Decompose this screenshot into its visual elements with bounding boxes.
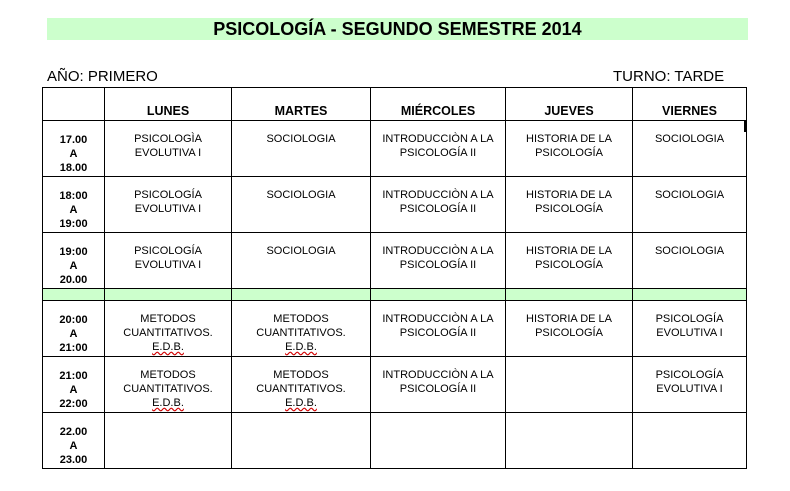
day-header bbox=[371, 88, 506, 121]
border-mark bbox=[744, 120, 746, 132]
text-line: HISTORIA DE LA bbox=[526, 313, 612, 325]
text-line: 21:00 bbox=[59, 342, 88, 354]
day-header bbox=[105, 88, 232, 121]
text-line: 19:00 bbox=[59, 218, 88, 230]
text-line: CUANTITATIVOS. bbox=[256, 327, 346, 339]
time-cell bbox=[43, 121, 105, 177]
day-label: MARTES bbox=[274, 104, 328, 118]
class-cell bbox=[232, 233, 371, 289]
class-cell bbox=[105, 233, 232, 289]
text-line: PSICOLOGÍA bbox=[535, 259, 603, 271]
text-line: PSICOLOGÍA II bbox=[399, 259, 477, 271]
time-slot-row bbox=[43, 301, 747, 357]
text-line: INTRODUCCIÒN A LA bbox=[382, 245, 494, 257]
page-title: PSICOLOGÍA - SEGUNDO SEMESTRE 2014 bbox=[47, 18, 748, 40]
text-line: PSICOLOGÍA bbox=[535, 203, 603, 215]
text-line: PSICOLOGÍA bbox=[655, 313, 724, 325]
break-cell bbox=[105, 289, 232, 301]
class-cell bbox=[633, 121, 747, 177]
time-cell bbox=[43, 413, 105, 469]
text-line: CUANTITATIVOS. bbox=[123, 327, 213, 339]
text-line: EVOLUTIVA I bbox=[656, 327, 723, 339]
class-cell bbox=[105, 413, 232, 469]
text-line: SOCIOLOGIA bbox=[654, 133, 725, 145]
text-line: INTRODUCCIÒN A LA bbox=[382, 189, 494, 201]
course-code: E.D.B. bbox=[285, 341, 317, 353]
class-cell bbox=[506, 413, 633, 469]
course-code: E.D.B. bbox=[152, 341, 184, 353]
class-cell bbox=[105, 177, 232, 233]
time-slot-row bbox=[43, 357, 747, 413]
text-line: METODOS bbox=[140, 313, 196, 325]
day-label: JUEVES bbox=[544, 104, 594, 118]
class-cell bbox=[232, 177, 371, 233]
text-line: INTRODUCCIÒN A LA bbox=[382, 133, 494, 145]
class-cell bbox=[633, 233, 747, 289]
text-line: 22.00 bbox=[59, 426, 88, 438]
class-cell bbox=[633, 413, 747, 469]
text-line: 17.00 bbox=[59, 134, 88, 146]
time-slot-row bbox=[43, 177, 747, 233]
day-label: LUNES bbox=[146, 104, 190, 118]
text-line: 23.00 bbox=[59, 454, 88, 466]
text-line: EVOLUTIVA I bbox=[134, 203, 202, 215]
course-code: E.D.B. bbox=[152, 397, 184, 409]
break-cell bbox=[43, 289, 105, 301]
text-line: PSICOLOGÍA bbox=[535, 327, 603, 339]
text-line: 18.00 bbox=[59, 162, 88, 174]
break-row bbox=[43, 289, 747, 301]
class-cell bbox=[232, 357, 371, 413]
time-cell bbox=[43, 301, 105, 357]
class-cell bbox=[506, 301, 633, 357]
text-line: EVOLUTIVA I bbox=[134, 259, 202, 271]
class-cell bbox=[232, 301, 371, 357]
text-line: SOCIOLOGIA bbox=[266, 133, 336, 145]
class-cell bbox=[371, 233, 506, 289]
text-line: PSICOLOGÍA bbox=[655, 369, 724, 381]
text-line: A bbox=[69, 148, 78, 160]
break-cell bbox=[371, 289, 506, 301]
schedule-table bbox=[42, 87, 747, 469]
text-line: PSICOLOGÌA bbox=[134, 133, 202, 145]
class-cell bbox=[371, 301, 506, 357]
year-label: AÑO: PRIMERO bbox=[47, 68, 158, 85]
class-cell bbox=[105, 357, 232, 413]
text-line: PSICOLOGÍA bbox=[535, 147, 603, 159]
text-line: 18:00 bbox=[59, 190, 88, 202]
text-line: A bbox=[69, 440, 78, 452]
text-line: 21:00 bbox=[59, 370, 88, 382]
class-cell bbox=[371, 121, 506, 177]
course-code: E.D.B. bbox=[285, 397, 317, 409]
time-slot-row bbox=[43, 413, 747, 469]
text-line: INTRODUCCIÒN A LA bbox=[382, 313, 494, 325]
text-line: CUANTITATIVOS. bbox=[256, 383, 346, 395]
text-line: PSICOLOGÍA II bbox=[399, 203, 477, 215]
time-cell bbox=[43, 233, 105, 289]
text-line: SOCIOLOGIA bbox=[266, 245, 336, 257]
class-cell bbox=[633, 357, 747, 413]
text-line: METODOS bbox=[273, 369, 329, 381]
class-cell bbox=[506, 177, 633, 233]
time-cell bbox=[43, 357, 105, 413]
text-line: A bbox=[69, 384, 78, 396]
text-line: A bbox=[69, 204, 78, 216]
class-cell bbox=[371, 177, 506, 233]
text-line: A bbox=[69, 328, 78, 340]
text-line: HISTORIA DE LA bbox=[526, 245, 612, 257]
text-line: HISTORIA DE LA bbox=[526, 133, 612, 145]
header-row bbox=[43, 88, 747, 121]
break-cell bbox=[633, 289, 747, 301]
class-cell bbox=[371, 357, 506, 413]
day-label: VIERNES bbox=[662, 104, 717, 118]
text-line: A bbox=[69, 260, 78, 272]
class-cell bbox=[371, 413, 506, 469]
class-cell bbox=[633, 177, 747, 233]
class-cell bbox=[105, 121, 232, 177]
class-cell bbox=[633, 301, 747, 357]
class-cell bbox=[506, 357, 633, 413]
text-line: CUANTITATIVOS. bbox=[123, 383, 213, 395]
class-cell bbox=[232, 121, 371, 177]
text-line: PSICOLOGÍA II bbox=[399, 147, 477, 159]
day-header bbox=[232, 88, 371, 121]
text-line: 19:00 bbox=[59, 246, 88, 258]
corner-cell bbox=[43, 88, 105, 121]
text-line: PSICOLOGÍA II bbox=[399, 327, 477, 339]
text-line: SOCIOLOGIA bbox=[654, 189, 725, 201]
time-slot-row bbox=[43, 121, 747, 177]
time-cell bbox=[43, 177, 105, 233]
day-header bbox=[506, 88, 633, 121]
break-cell bbox=[506, 289, 633, 301]
text-line: PSICOLOGÍA bbox=[134, 189, 202, 201]
day-label: MIÉRCOLES bbox=[400, 104, 476, 118]
break-cell bbox=[232, 289, 371, 301]
day-header bbox=[633, 88, 747, 121]
text-line: HISTORIA DE LA bbox=[526, 189, 612, 201]
class-cell bbox=[232, 413, 371, 469]
text-line: METODOS bbox=[273, 313, 329, 325]
text-line: PSICOLOGÍA II bbox=[399, 383, 477, 395]
time-slot-row bbox=[43, 233, 747, 289]
text-line: PSICOLOGÍA bbox=[134, 245, 202, 257]
text-line: SOCIOLOGIA bbox=[266, 189, 336, 201]
text-line: INTRODUCCIÒN A LA bbox=[382, 369, 494, 381]
text-line: 22:00 bbox=[59, 398, 88, 410]
class-cell bbox=[506, 121, 633, 177]
text-line: METODOS bbox=[140, 369, 196, 381]
text-line: 20:00 bbox=[59, 314, 88, 326]
class-cell bbox=[105, 301, 232, 357]
text-line: 20.00 bbox=[59, 274, 88, 286]
text-line: SOCIOLOGIA bbox=[654, 245, 725, 257]
shift-label: TURNO: TARDE bbox=[613, 68, 725, 85]
class-cell bbox=[506, 233, 633, 289]
text-line: EVOLUTIVA I bbox=[134, 147, 202, 159]
text-line: EVOLUTIVA I bbox=[656, 383, 723, 395]
